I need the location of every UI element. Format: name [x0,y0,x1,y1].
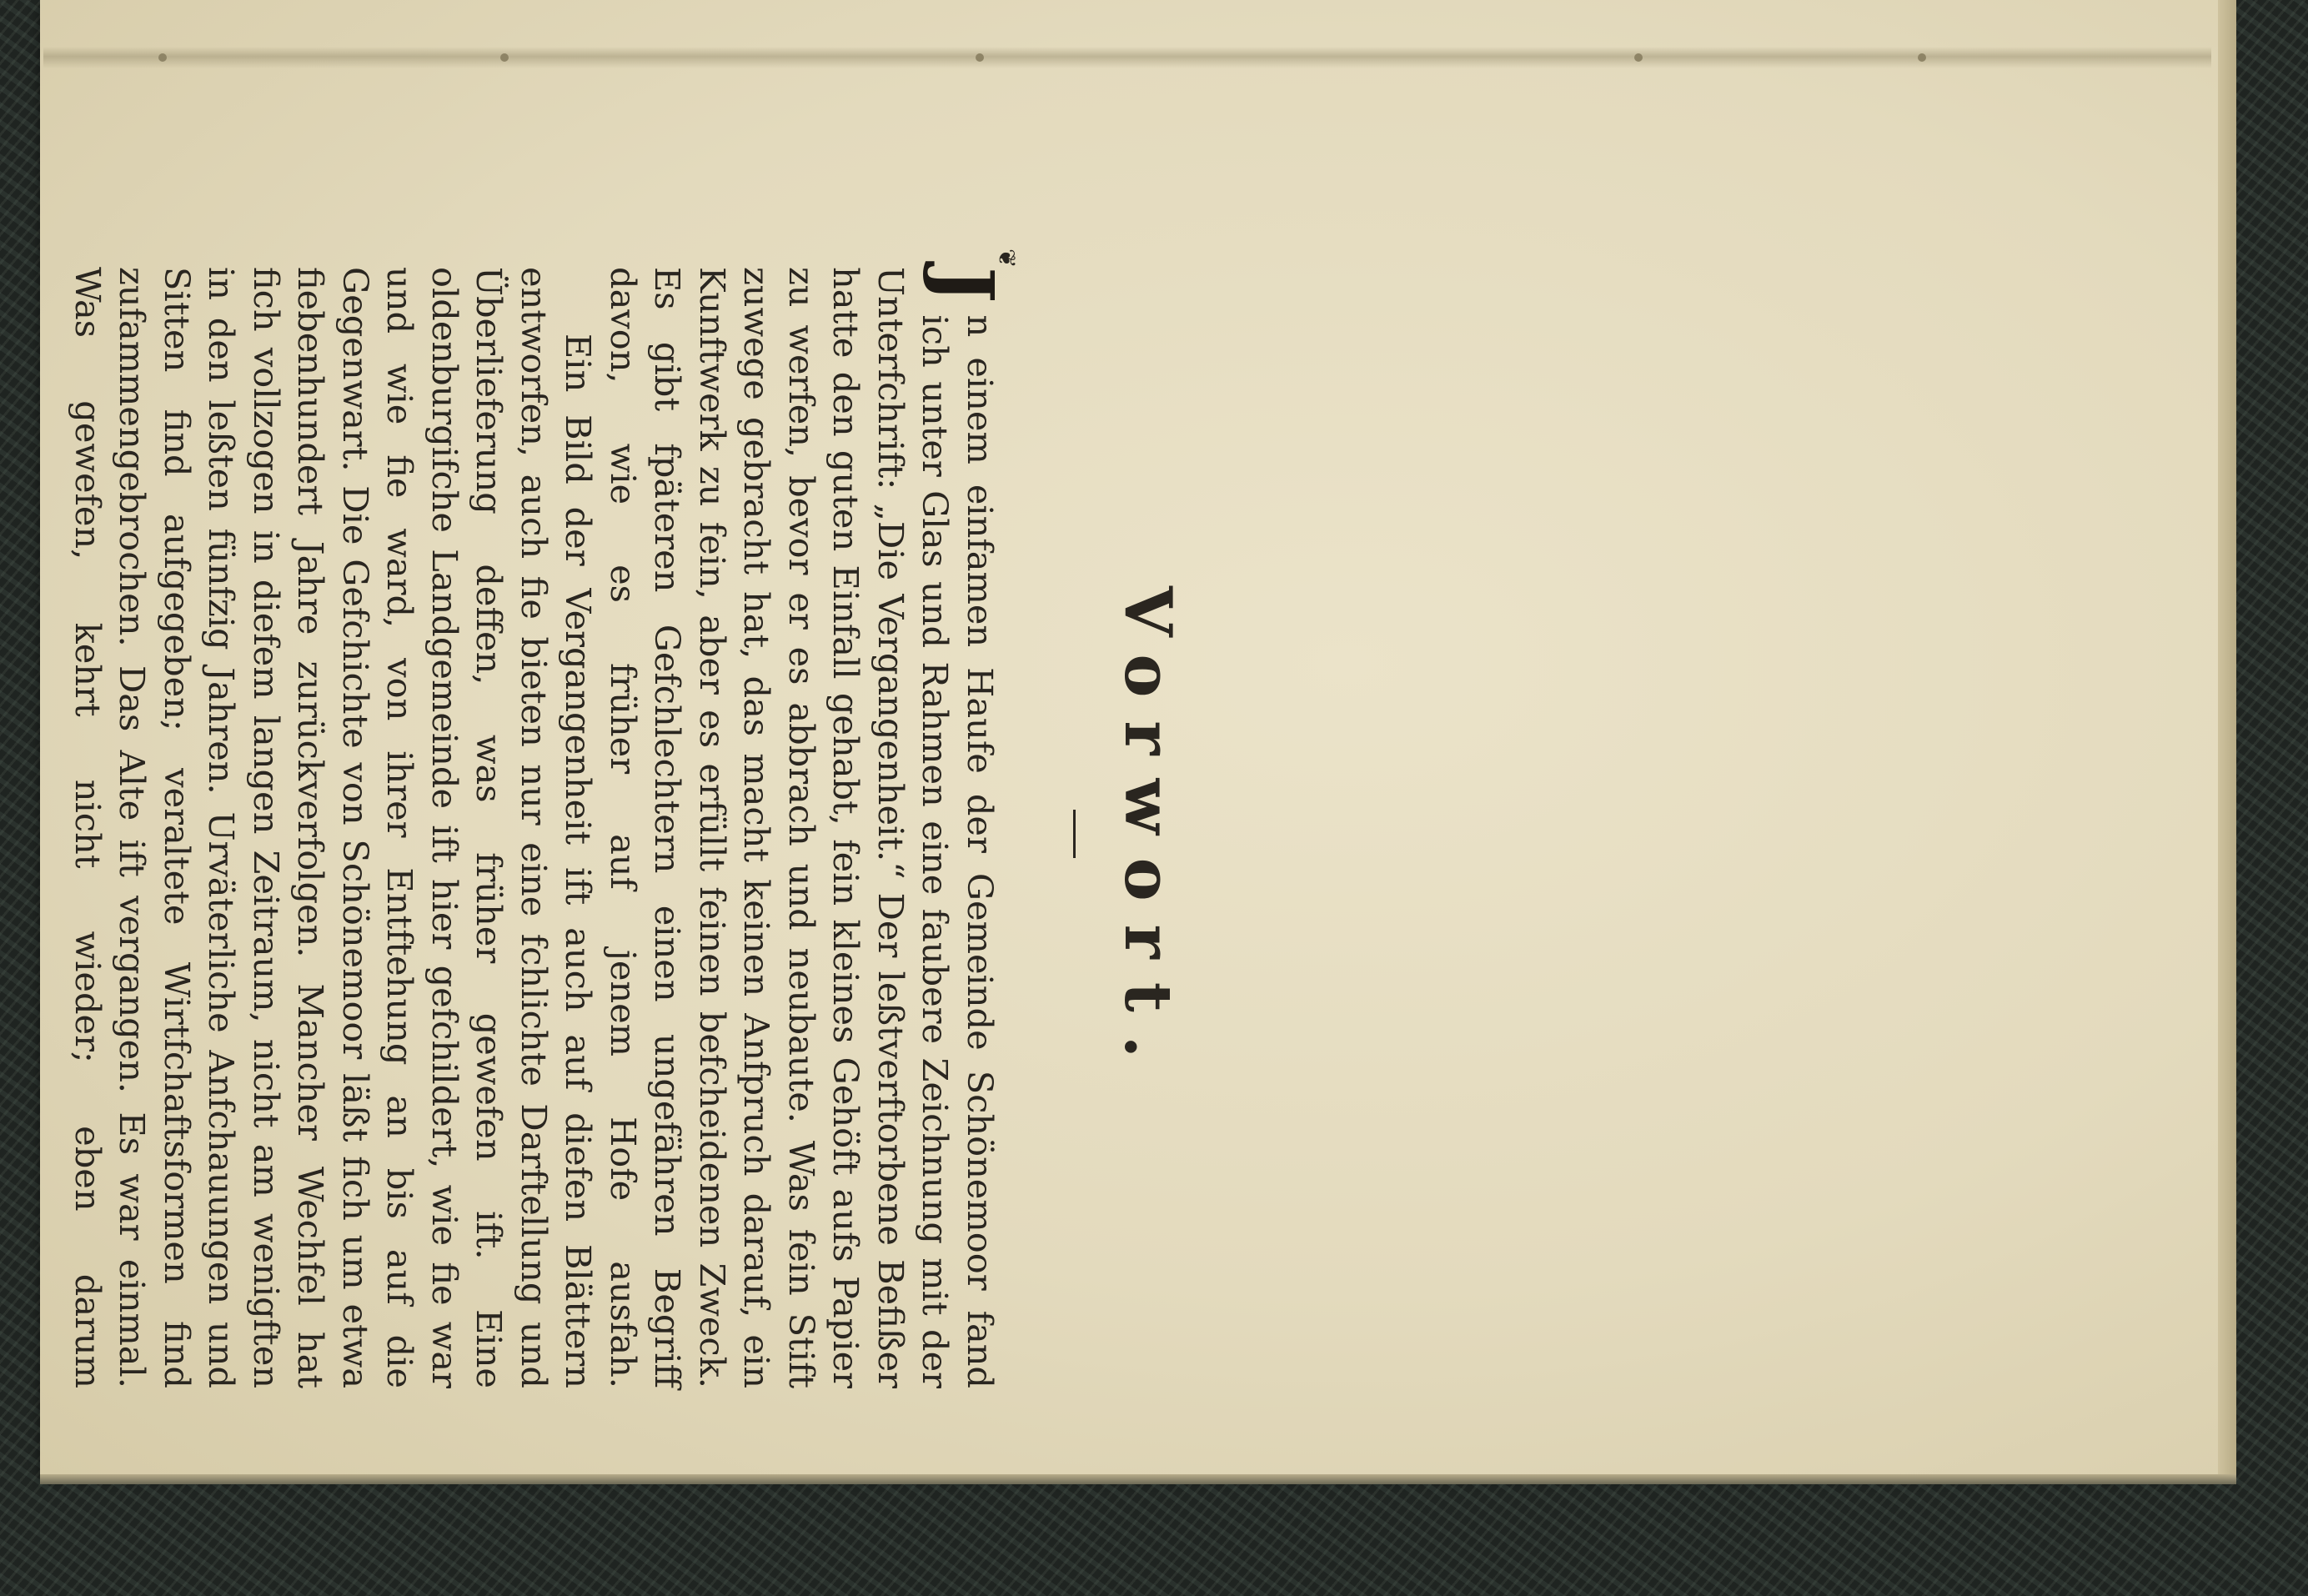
stitch-hole [1918,53,1926,62]
binding-stitch-line [43,47,2211,68]
ornament-icon: ❦ [993,248,1021,269]
drop-cap: J [921,267,1011,304]
title-divider [1073,810,1076,858]
stitch-hole [500,53,509,62]
paragraph-1-text: n einem einfamen Haufe der Gemeinde Schönemoor fand ich unter Glas und Rahmen eine faubere Zeichnung mit der Unterfchrift: „Die Vergangenheit.“ Der leßtverftorbene Befißer hatte den guten Einfall gehabt, fein kleines Gehöft aufs Papier zu werfen, bevor er es abbrach und neubaute. Was fein Stift zuwege gebracht hat, das macht keinen Anfpruch darauf, ein Kunftwerk zu fein, aber es erfüllt feinen befcheidenen Zweck. Es gibt fpäteren Gefchlechtern einen ungefähren Begriff davon, wie es früher auf jenem Hofe ausfah. [603,267,1001,1388]
paragraph-2 [66,267,601,1388]
paragraph-2-text: Ein Bild der Vergangenheit ift auch auf diefen Blättern entworfen, auch fie bieten nur eine fchlichte Darftellung und Überlieferung deffen, was früher gewefen ift. Eine oldenburgifche Landgemeinde ift hier gefchildert, wie fie war und wie fie ward, von ihrer Entftehung an bis auf die Gegenwart. Die Gefchichte von Schönemoor läßt fich um etwa fiebenhundert Jahre zurückverfolgen. Mancher Wechfel hat fich vollzogen in diefem langen Zeitraum, nicht am wenigften in den leßten fünfzig Jahren. Urväterliche Anfchauungen und Sitten find aufgegeben; veraltete Wirtfchaftsformen find zufammengebrochen. Das Alte ift vergangen. Es war einmal. Was gewefen, kehrt nicht wieder; eben darum [68,267,600,1388]
page-edge-right [2218,0,2236,1474]
stitch-hole [158,53,167,62]
stitch-hole [976,53,984,62]
rotated-text-block [0,248,1436,1401]
paragraph-1 [601,267,1011,1388]
page-title: Vorwort. [1110,586,1186,1082]
page-edge-bottom [40,1474,2236,1484]
stitch-hole [1634,53,1643,62]
body-text [66,267,1011,1388]
